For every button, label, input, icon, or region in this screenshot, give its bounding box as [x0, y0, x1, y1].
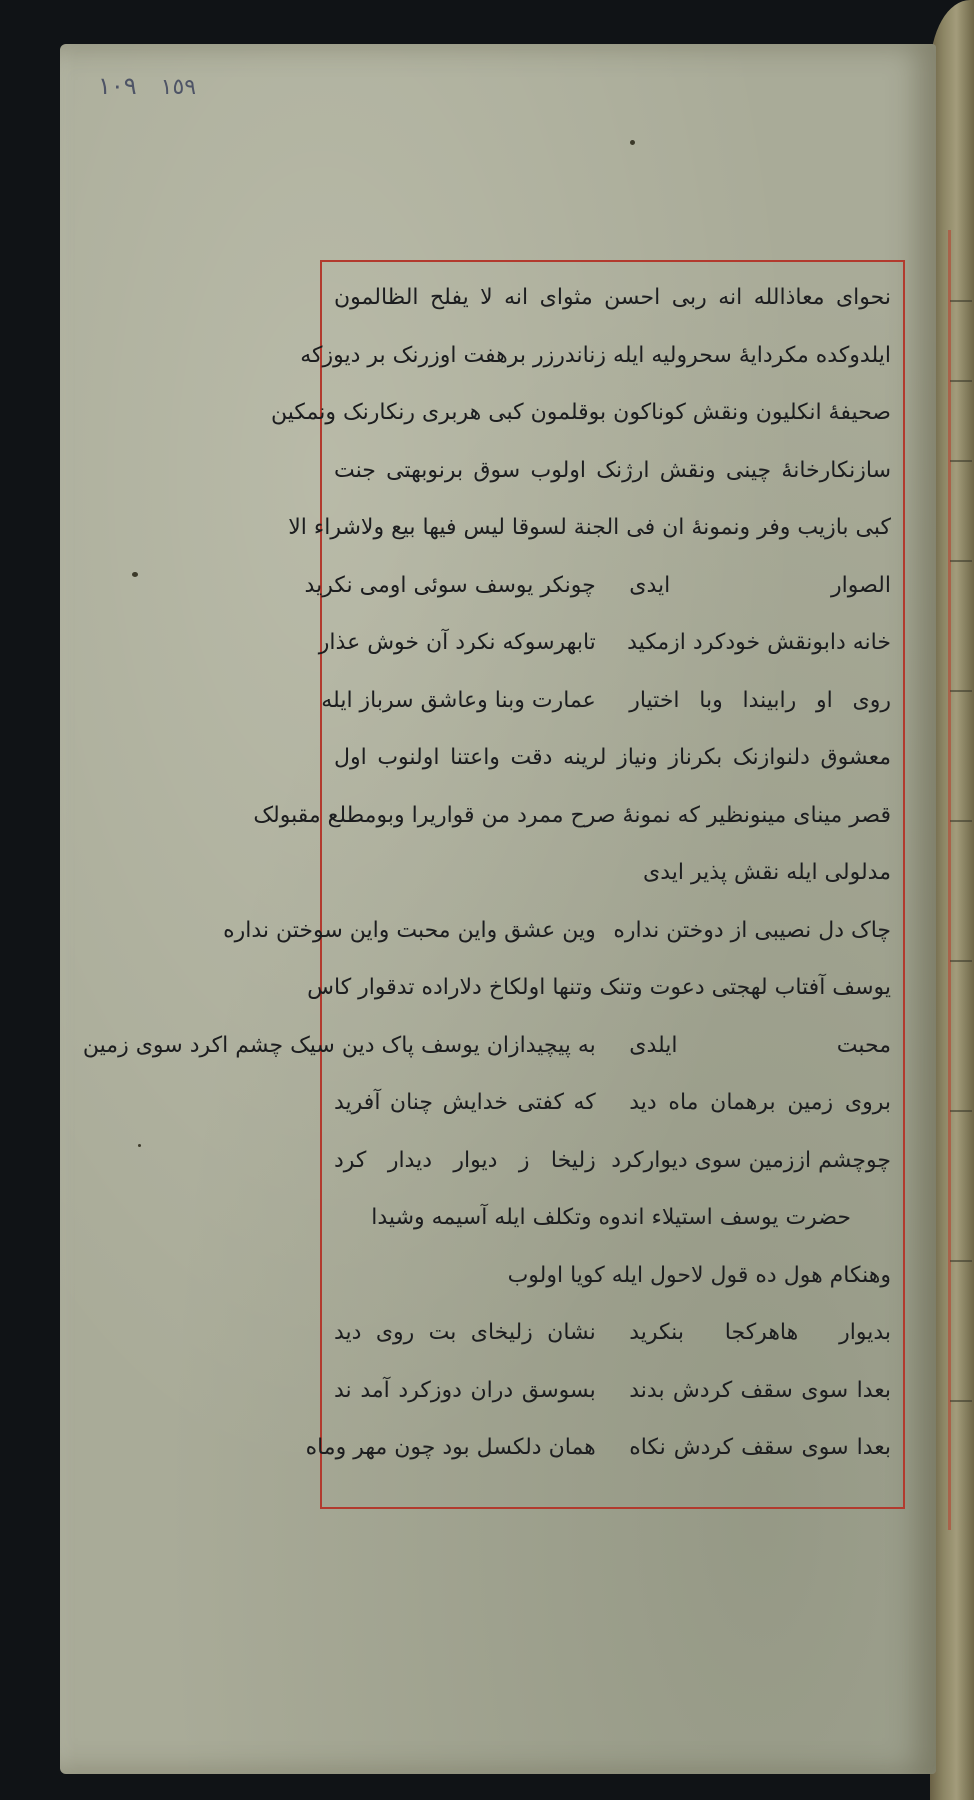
verse-hemistich-first: بروی زمین برهمان ماه دید [629, 1090, 891, 1115]
verse-couplet [334, 1083, 891, 1123]
adjacent-page-rule [948, 230, 951, 1530]
verse-hemistich-second: وین عشق واین محبت واین سوختن نداره [223, 918, 596, 943]
verse-hemistich-second: زلیخا ز دیوار دیدار کرد [334, 1148, 596, 1173]
verse-couplet [305, 1428, 891, 1468]
adjacent-page-trace [950, 380, 972, 382]
verse-hemistich-first: الصوار ایدی [629, 573, 891, 598]
verse-hemistich-first: محبت ایلدی [629, 1033, 891, 1058]
verse-hemistich-second: به پیچیدازان یوسف پاک دین سیک چشم اکرد سوی زمین [82, 1033, 596, 1058]
text-frame-rule [82, 260, 905, 1509]
folio-number-current: ١٠٩ [98, 72, 137, 100]
ink-spot [630, 140, 635, 145]
verse-couplet [318, 623, 891, 663]
adjacent-page-trace [950, 820, 972, 822]
verse-couplet [223, 911, 891, 951]
ink-spot [132, 572, 138, 577]
prose-line: حضرت یوسف استیلاء اندوه وتکلف ایله آسیمه وشیدا [371, 1205, 851, 1230]
prose-line: معشوق دلنوازنک بکرناز ونیاز لرینه دقت واعتنا اولنوب اول [334, 745, 891, 770]
adjacent-page-trace [950, 1260, 972, 1262]
adjacent-page-trace [950, 1110, 972, 1112]
manuscript-page [60, 44, 936, 1774]
verse-hemistich-second: که کفتی خدایش چنان آفرید [334, 1090, 596, 1115]
verse-hemistich-second: بسوسق دران دوزکرد آمد ند [334, 1378, 596, 1403]
verse-hemistich-first: بدیوار هاهرکجا بنکرید [629, 1320, 891, 1345]
adjacent-page-trace [950, 1400, 972, 1402]
verse-hemistich-second: عمارت وبنا وعاشق سرباز ایله [321, 688, 596, 713]
verse-hemistich-first: بعدا سوی سقف کردش نکاه [629, 1435, 891, 1460]
adjacent-page-trace [950, 690, 972, 692]
prose-line: نحوای معاذالله انه ربی احسن مثوای انه لا یفلح الظالمون [334, 285, 891, 310]
verse-hemistich-second: همان دلکسل بود چون مهر وماه [305, 1435, 596, 1460]
verse-hemistich-second: تابهرسوکه نکرد آن خوش عذار [318, 630, 596, 655]
verse-hemistich-second: نشان زلیخای بت روی دید [334, 1320, 596, 1345]
adjacent-page-edge [930, 0, 974, 1800]
prose-line: وهنکام هول ده قول لاحول ایله کویا اولوب [507, 1263, 891, 1288]
verse-hemistich-first: خانه دابونقش خودکرد ازمکید [627, 630, 891, 655]
ink-spot [138, 1144, 141, 1147]
prose-line: یوسف آفتاب لهجتی دعوت وتنک وتنها اولکاخ دلاراده تدقوار کاس [307, 975, 891, 1000]
prose-line: ایلدوکده مکردایهٔ سحرولیه ایله زناندرزر برهفت اوزرنک بر دیوزکه [300, 343, 891, 368]
verse-hemistich-second: چونکر یوسف سوئی اومی نکرید [304, 573, 596, 598]
verse-hemistich-first: روی او رابیندا وبا اختیار [629, 688, 891, 713]
adjacent-page-trace [950, 560, 972, 562]
prose-line: صحیفهٔ انکلیون ونقش کوناکون بوقلمون کبی هربری رنکارنک ونمکین [270, 400, 891, 425]
prose-line: کبی بازیب وفر ونمونهٔ ان فی الجنة لسوقا لیس فیها بیع ولاشراء الا [288, 515, 891, 540]
prose-line: سازنکارخانهٔ چینی ونقش ارژنک اولوب سوق برنوبهتی جنت [334, 458, 891, 483]
verse-couplet [321, 681, 891, 721]
verse-hemistich-first: بعدا سوی سقف کردش بدند [629, 1378, 891, 1403]
folio-number-old: ١٥٩ [160, 75, 197, 100]
verse-couplet [304, 566, 891, 606]
verse-hemistich-first: چاک دل نصیبی از دوختن نداره [613, 918, 891, 943]
folio-number [98, 72, 196, 100]
adjacent-page-trace [950, 460, 972, 462]
verse-hemistich-first: چوچشم اززمین سوی دیوارکرد [611, 1148, 891, 1173]
verse-couplet [334, 1313, 891, 1353]
verse-couplet [82, 1026, 891, 1066]
adjacent-page-trace [950, 300, 972, 302]
verse-couplet [334, 1371, 891, 1411]
verse-couplet [334, 1141, 891, 1181]
prose-line: مدلولی ایله نقش پذیر ایدی [643, 860, 891, 885]
prose-line: قصر مینای مینونظیر که نمونهٔ صرح ممرد من قواریرا وبومطلع مقبولک [253, 803, 891, 828]
text-block [82, 278, 891, 1495]
adjacent-page-trace [950, 960, 972, 962]
